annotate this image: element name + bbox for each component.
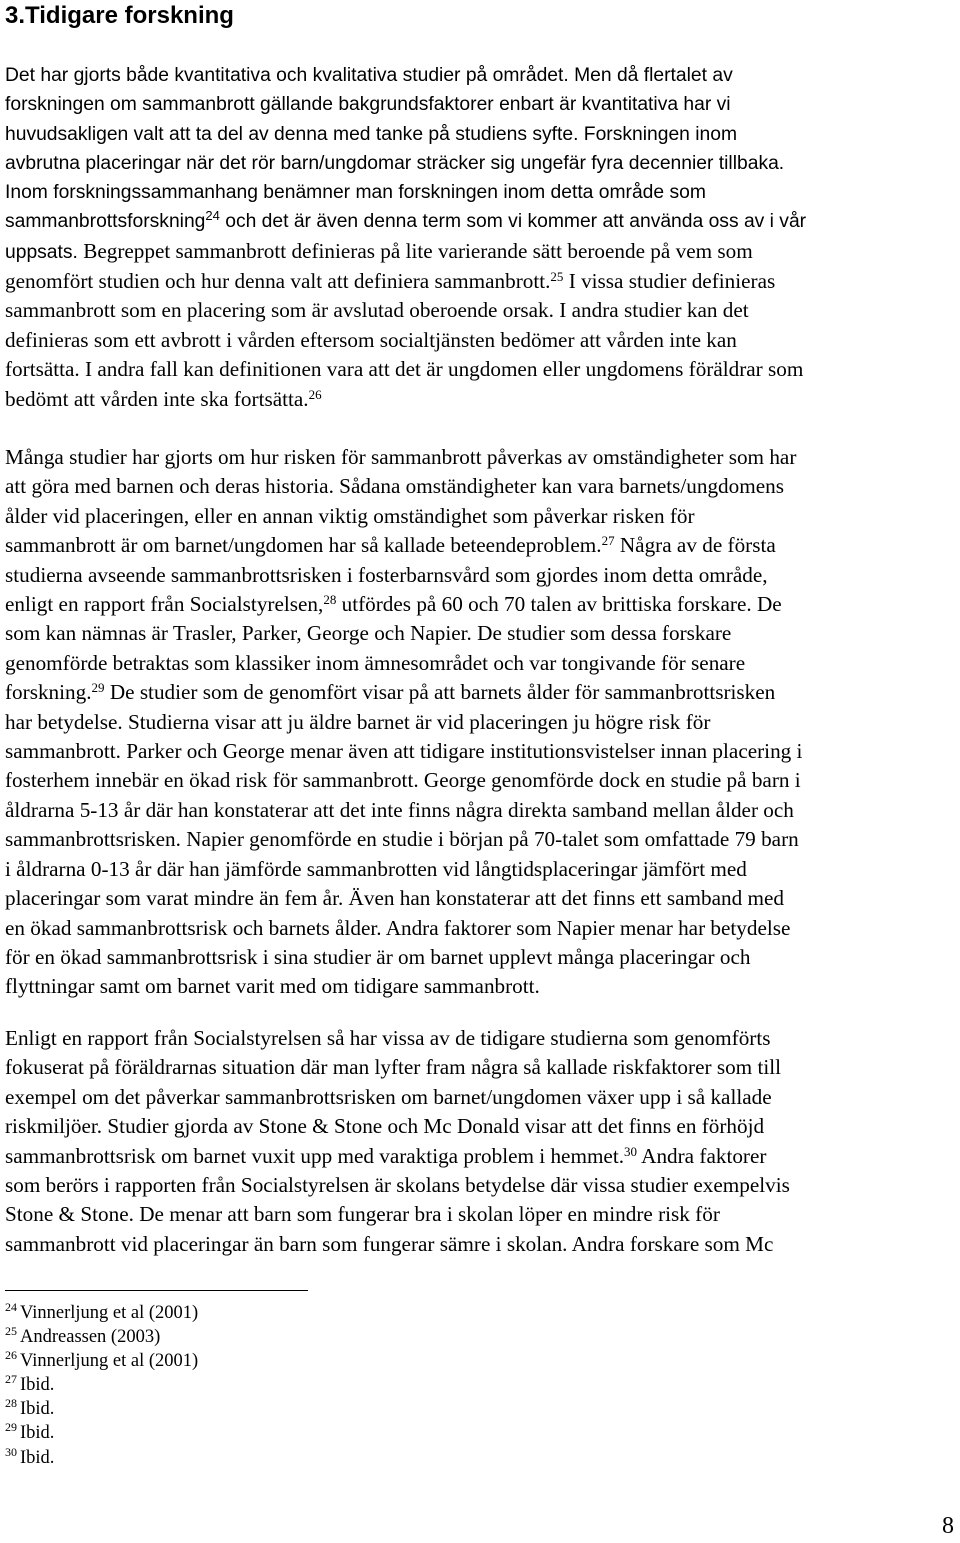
text-line: exempel om det påverkar sammanbrottsrisken om barnet/ungdomen växer upp i så kallade [5, 1084, 772, 1109]
text-segment: genomfört studien och hur denna valt att definiera sammanbrott. [5, 269, 551, 294]
text-segment: Några av de första [614, 533, 776, 558]
text-line: Enligt en rapport från Socialstyrelsen så har vissa av de tidigare studierna som genomförts [5, 1026, 771, 1050]
text-line: åldrarna 5-13 år där han konstaterar att det inte finns några direkta samband mellan ålder och [5, 797, 794, 822]
text-line: i åldrarna 0-13 år där han jämförde sammanbrotten vid långtidsplaceringar jämfört med [5, 856, 747, 881]
footnote-number: 30 [5, 1444, 17, 1459]
text-line: flyttningar samt om barnet varit med om tidigare sammanbrott. [5, 974, 540, 999]
footnote [5, 1446, 198, 1470]
footnote-text: Andreassen (2003) [20, 1327, 161, 1348]
text-line: som kan nämnas är Trasler, Parker, George och Napier. De studier som dessa forskare [5, 621, 732, 646]
footnote-text: Ibid. [20, 1423, 55, 1444]
text-line: Många studier har gjorts om hur risken för sammanbrott påverkas av omständigheter som har [5, 445, 797, 469]
text-line: Det har gjorts både kvantitativa och kvalitativa studier på området. Men då flertalet av [5, 65, 733, 86]
footnote [5, 1397, 198, 1421]
text-segment: sammanbrottsrisk om barnet vuxit upp med varaktiga problem i hemmet. [5, 1143, 625, 1168]
text-line [5, 531, 957, 560]
text-line: sammanbrottsrisken. Napier genomförde en studie i början på 70-talet som omfattade 79 barn [5, 827, 799, 852]
text-line: forskningen om sammanbrott gällande bakgrundsfaktorer enbart är kvantitativa har vi [5, 94, 731, 116]
footnote-number: 28 [5, 1396, 17, 1411]
text-line: Stone & Stone. De menar att barn som fungerar bra i skolan löper en mindre risk för [5, 1202, 720, 1227]
footnote-text: Ibid. [20, 1399, 55, 1420]
text-segment: Begreppet sammanbrott definieras på lite varierande sätt beroende på vem som [77, 238, 753, 263]
footnote-ref: 29 [91, 680, 105, 696]
footnote-number: 24 [5, 1300, 17, 1314]
footnote-text: Vinnerljung et al (2001) [20, 1351, 199, 1372]
text-line: sammanbrott. Parker och George menar även att tidigare institutionsvistelser innan placering i [5, 739, 803, 764]
text-line: har betydelse. Studierna visar att ju äldre barnet är vid placeringen ju högre risk för [5, 709, 711, 734]
paragraph-risk-factors [5, 443, 957, 1002]
footnote-number: 29 [5, 1420, 17, 1435]
text-segment: enligt en rapport från Socialstyrelsen, [5, 592, 324, 617]
text-line [5, 590, 957, 619]
text-line: ålder vid placeringen, eller en annan viktig omständighet som påverkar risken för [5, 503, 695, 528]
footnote-ref: 28 [323, 592, 337, 608]
text-segment: sammanbrottsforskning [5, 211, 206, 233]
text-segment: Andra faktorer [637, 1143, 767, 1168]
text-line [5, 267, 957, 296]
text-line: riskmiljöer. Studier gjorda av Stone & Stone och Mc Donald visar att det finns en förhöjd [5, 1114, 765, 1139]
footnote-list [5, 1301, 198, 1470]
text-line: huvudsakligen valt att ta del av denna med tanke på studiens syfte. Forskningen inom [5, 123, 738, 145]
footnote [5, 1421, 198, 1445]
footnote-ref: 26 [308, 386, 322, 402]
text-line: sammanbrott vid placeringar än barn som fungerar sämre i skolan. Andra forskare som Mc [5, 1231, 774, 1256]
text-line: placeringar som varat mindre än fem år. Även han konstaterar att det finns ett samband med [5, 886, 784, 911]
text-segment: I vissa studier definieras [563, 269, 776, 294]
footnote-ref: 30 [624, 1143, 638, 1159]
text-line: studierna avseende sammanbrottsrisken i fosterbarnsvård som gjordes inom detta område, [5, 562, 768, 587]
text-segment: utfördes på 60 och 70 talen av brittiska forskare. De [336, 592, 782, 617]
footnote-ref: 25 [550, 269, 564, 285]
text-line: att göra med barnen och deras historia. Sådana omständigheter kan vara barnets/ungdomens [5, 474, 784, 499]
footnote [5, 1325, 198, 1349]
text-line: sammanbrott som en placering som är avslutad oberoende orsak. I andra studier kan det [5, 298, 749, 323]
footnote-text: Ibid. [20, 1375, 55, 1396]
text-line: en ökad sammanbrottsrisk och barnets ålder. Andra faktorer som Napier menar har betydelse [5, 915, 791, 940]
text-line [5, 237, 957, 267]
paragraph-socialstyrelsen [5, 1024, 957, 1259]
text-line [5, 678, 957, 707]
text-line [5, 385, 957, 414]
footnote [5, 1349, 198, 1373]
footnote [5, 1373, 198, 1397]
text-line: som berörs i rapporten från Socialstyrelsen är skolans betydelse där vissa studier exempelvis [5, 1173, 790, 1198]
text-line [5, 1142, 957, 1171]
footnote [5, 1301, 198, 1325]
text-segment: De studier som de genomfört visar på att barnets ålder för sammanbrottsrisken [104, 680, 776, 705]
footnote-number: 25 [5, 1324, 17, 1339]
section-heading: 3.Tidigare forskning [5, 2, 234, 29]
footnote-text: Ibid. [20, 1447, 55, 1468]
footnote-number: 26 [5, 1348, 17, 1363]
text-segment: sammanbrott är om barnet/ungdomen har så kallade beteendeproblem. [5, 533, 602, 558]
text-line: fokuserat på föräldrarnas situation där man lyfter fram några så kallade riskfaktorer som till [5, 1055, 781, 1080]
text-line [5, 207, 957, 236]
text-line: fosterhem innebär en ökad risk för sammanbrott. George genomförde dock en studie på barn i [5, 768, 801, 793]
footnote-ref: 24 [205, 208, 220, 224]
text-line: genomförde betraktas som klassiker inom ämnesområdet och var tongivande för senare [5, 650, 746, 675]
text-line: för en ökad sammanbrottsrisk i sina studier är om barnet upplevt många placeringar och [5, 944, 751, 969]
footnote-text: Vinnerljung et al (2001) [20, 1303, 199, 1323]
paragraph-intro [5, 61, 957, 414]
text-segment: bedömt att vården inte ska fortsätta. [5, 386, 309, 411]
text-segment: och det är även denna term som vi kommer att använda oss av i vår [219, 211, 807, 233]
page-number: 8 [942, 1513, 954, 1539]
text-segment: uppsats. [5, 241, 78, 263]
text-line: Inom forskningssammanhang benämner man forskningen inom detta område som [5, 182, 706, 204]
footnote-number: 27 [5, 1372, 17, 1387]
footnote-divider [5, 1290, 308, 1291]
text-segment: forskning. [5, 680, 92, 705]
footnote-ref: 27 [601, 533, 615, 549]
text-line: definieras som ett avbrott i vården eftersom socialtjänsten bedömer att vården inte kan [5, 327, 737, 352]
text-line: fortsätta. I andra fall kan definitionen vara att det är ungdomen eller ungdomens föräldrar som [5, 357, 804, 382]
text-line: avbrutna placeringar när det rör barn/ungdomar sträcker sig ungefär fyra decennier tillbaka. [5, 152, 785, 174]
